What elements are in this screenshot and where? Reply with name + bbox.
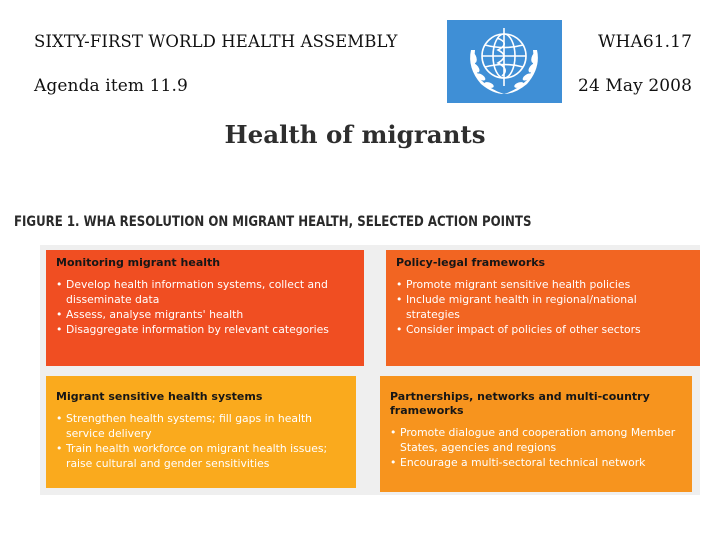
bullet-list [390,425,682,470]
page-title: Health of migrants [224,120,486,149]
list-item: • Train health workforce on migrant health issues; raise cultural and gender sensitivities [56,442,328,470]
bullet-list [396,277,690,337]
resolution-date: 24 May 2008 [578,76,692,96]
action-box-partnerships [380,376,692,492]
list-item: • Encourage a multi-sectoral technical network [390,456,646,469]
list-item: • Promote migrant sensitive health policies [396,278,631,291]
action-box-policy [386,250,700,366]
box-heading: Partnerships, networks and multi-country frameworks [390,390,650,417]
action-box-health-systems [46,376,356,488]
list-item: • Disaggregate information by relevant categories [56,323,329,336]
who-emblem-icon [447,20,562,103]
bullet-list [56,411,346,471]
box-heading: Migrant sensitive health systems [56,390,263,403]
assembly-heading: SIXTY-FIRST WORLD HEALTH ASSEMBLY [34,32,398,51]
list-item: • Consider impact of policies of other sectors [396,323,641,336]
figure-caption: FIGURE 1. WHA RESOLUTION ON MIGRANT HEALTH, SELECTED ACTION POINTS [14,214,532,230]
list-item: • Promote dialogue and cooperation among Member States, agencies and regions [390,426,676,454]
agenda-item: Agenda item 11.9 [34,76,188,96]
list-item: • Strengthen health systems; fill gaps in health service delivery [56,412,313,440]
bullet-list [56,277,354,337]
list-item: • Include migrant health in regional/national strategies [396,293,637,321]
box-heading: Monitoring migrant health [56,256,221,269]
list-item: • Develop health information systems, collect and disseminate data [56,278,328,306]
box-heading: Policy-legal frameworks [396,256,546,269]
resolution-number: WHA61.17 [597,32,692,52]
action-box-monitoring [46,250,364,366]
list-item: • Assess, analyse migrants' health [56,308,244,321]
